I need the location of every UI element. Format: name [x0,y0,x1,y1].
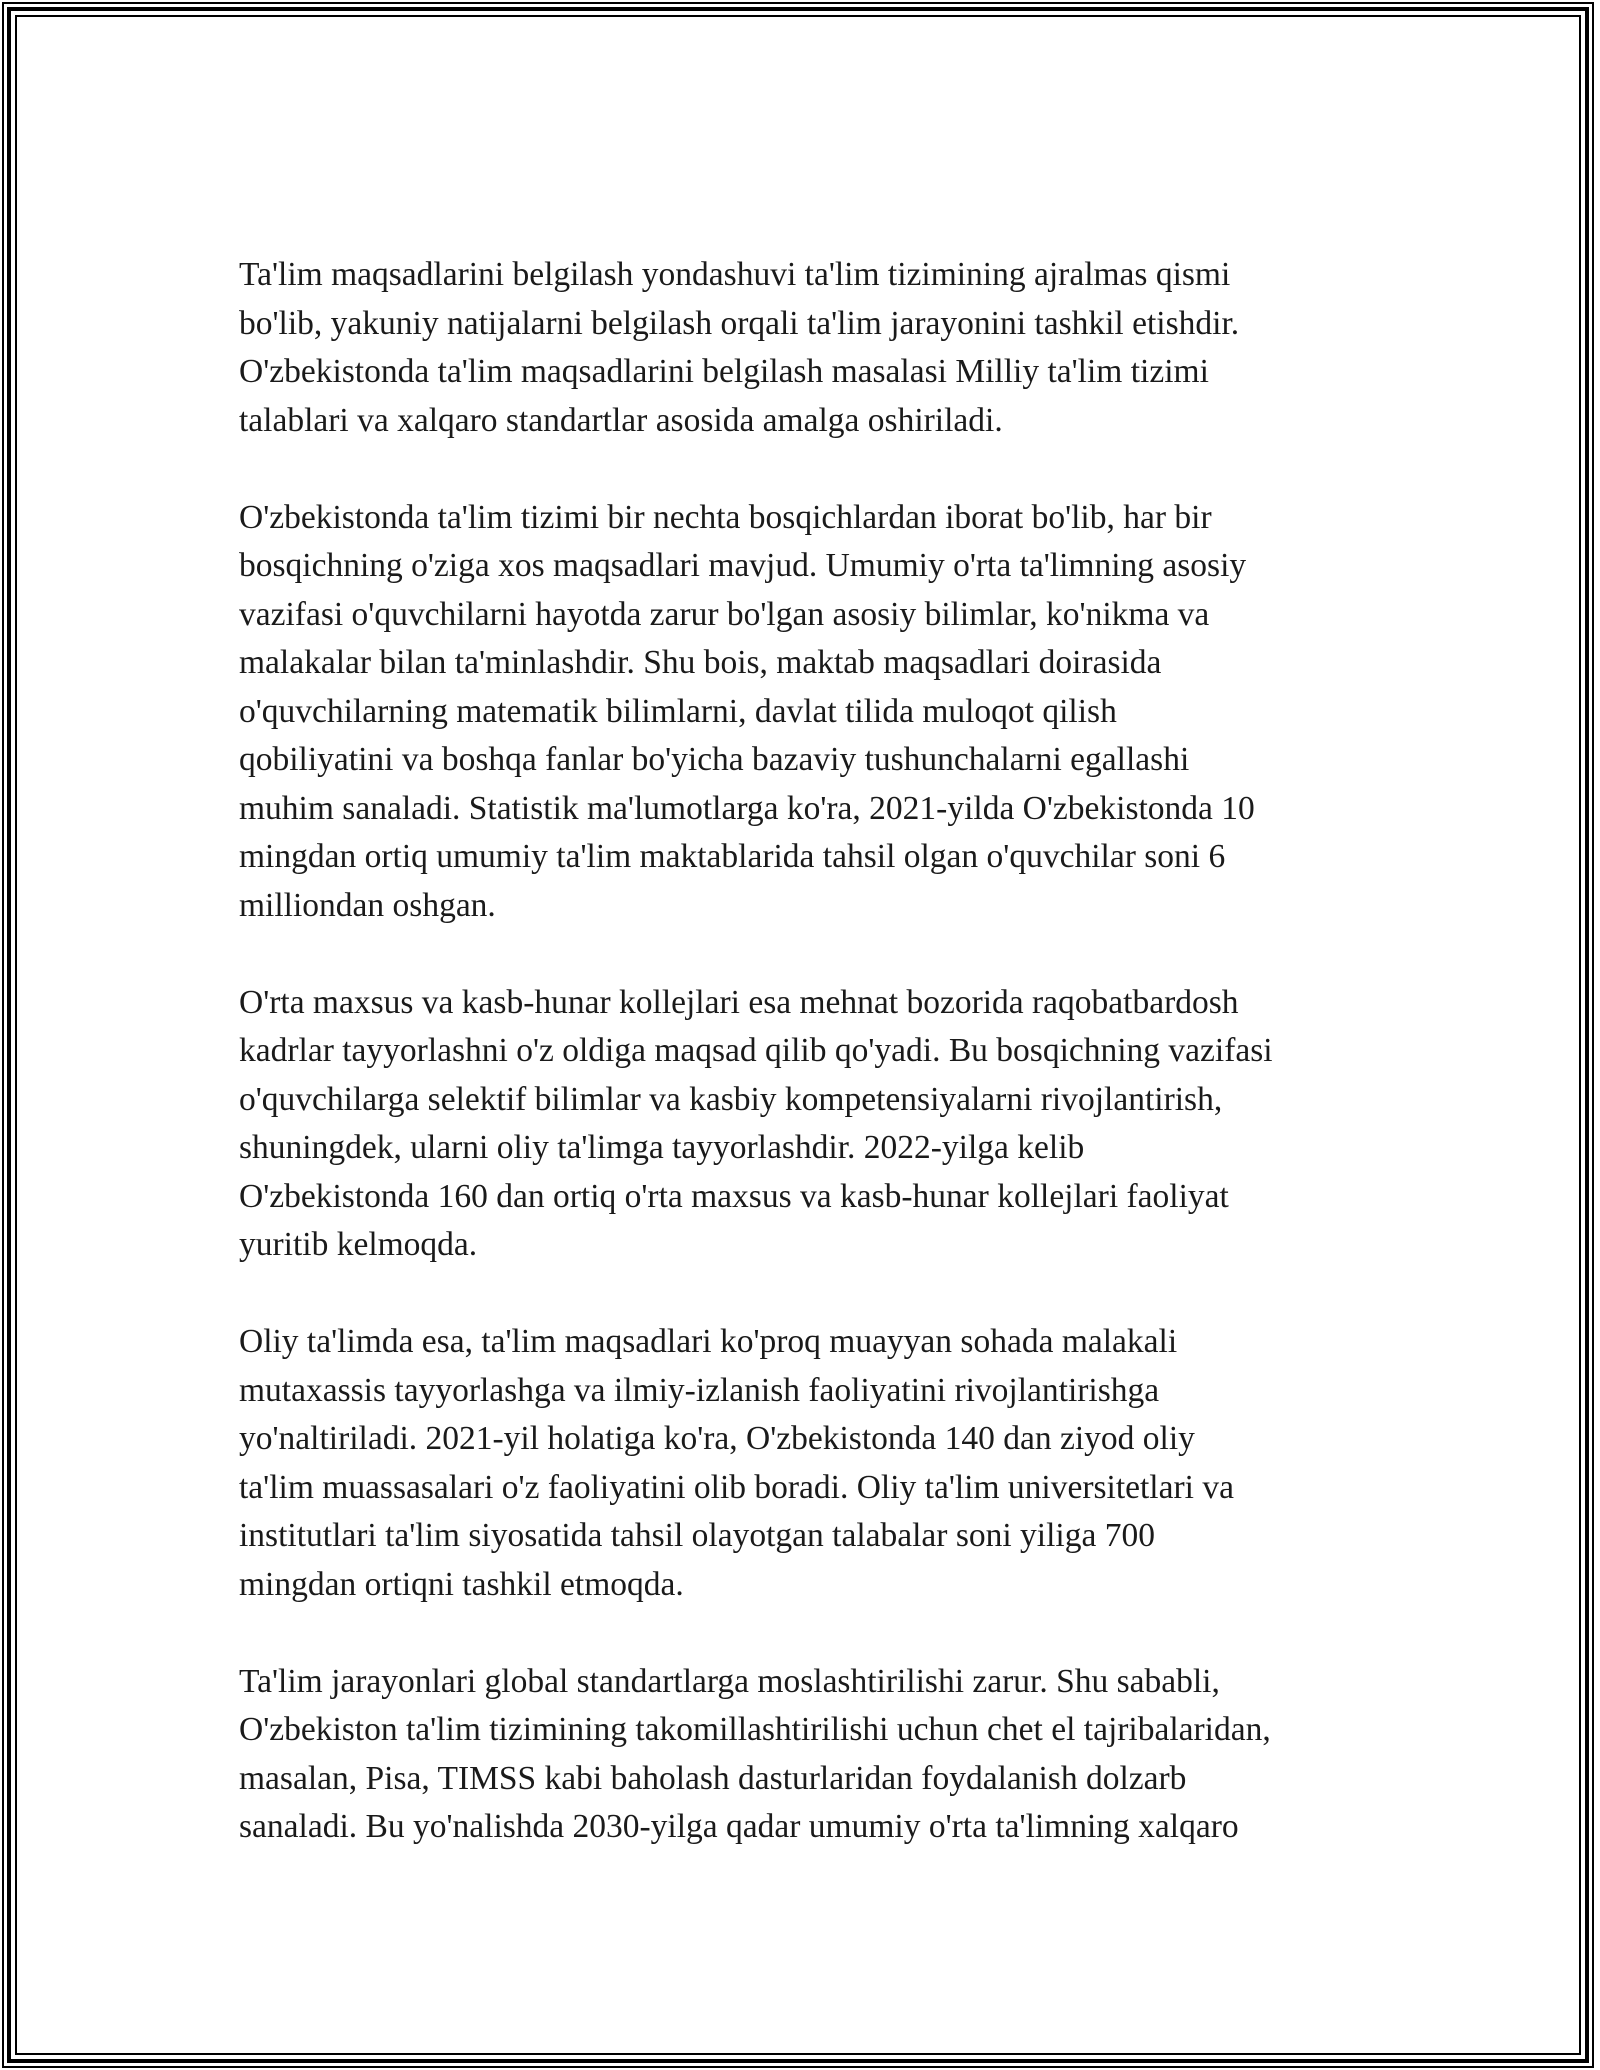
page-border [7,7,1589,2063]
paragraph-general-education: O'zbekistonda ta'lim tizimi bir nechta bosqichlardan iborat bo'lib, har bir bosqichning o'ziga xos maqsadlari mavjud. Umumiy o'rta ta'limning asosiy vazifasi o'quvchilarni hayotda zarur bo'lgan asosiy bilimlar, ko'nikma va malakalar bilan ta'minlashdir. Shu bois, maktab maqsadlari doirasida o'quvchilarning matematik bilimlarni, davlat tilida muloqot qilish qobiliyatini va boshqa fanlar bo'yicha bazaviy tushunchalarni egallashi muhim sanaladi. Statistik ma'lumotlarga ko'ra, 2021-yilda O'zbekistonda 10 mingdan ortiq umumiy ta'lim maktablarida tahsil olgan o'quvchilar soni 6 milliondan oshgan. [239,498,1255,924]
paragraph-goal-setting: Ta'lim maqsadlarini belgilash yondashuvi ta'lim tizimining ajralmas qismi bo'lib, yakuniy natijalarni belgilash orqali ta'lim jarayonini tashkil etishdir. O'zbekistonda ta'lim maqsadlarini belgilash masalasi Milliy ta'lim tizimi talablari va xalqaro standartlar asosida amalga oshiriladi. [239,256,1240,439]
paragraph-global-standards: Ta'lim jarayonlari global standartlarga moslashtirilishi zarur. Shu sababli, O'zbekiston ta'lim tizimining takomillashtirilishi uchun chet el tajribalaridan, masalan, Pisa, TIMSS kabi baholash dasturlaridan foydalanish dolzarb sanaladi. Bu yo'nalishda 2030-yilga qadar umumiy o'rta ta'limning xalqaro [239,1662,1271,1845]
paragraph-vocational-colleges: O'rta maxsus va kasb-hunar kollejlari esa mehnat bozorida raqobatbardosh kadrlar tayyorlashni o'z oldiga maqsad qilib qo'yadi. Bu bosqichning vazifasi o'quvchilarga selektif bilimlar va kasbiy kompetensiyalarni rivojlantirish, shuningdek, ularni oliy ta'limga tayyorlashdir. 2022-yilga kelib O'zbekistonda 160 dan ortiq o'rta maxsus va kasb-hunar kollejlari faoliyat yuritib kelmoqda. [239,983,1273,1263]
document-body [239,251,1389,1900]
paragraph-higher-education: Oliy ta'limda esa, ta'lim maqsadlari ko'proq muayyan sohada malakali mutaxassis tayyorlashga va ilmiy-izlanish faoliyatini rivojlantirishga yo'naltiriladi. 2021-yil holatiga ko'ra, O'zbekistonda 140 dan ziyod oliy ta'lim muassasalari o'z faoliyatini olib boradi. Oliy ta'lim universitetlari va institutlari ta'lim siyosatida tahsil olayotgan talabalar soni yiliga 700 mingdan ortiqni tashkil etmoqda. [239,1323,1234,1603]
